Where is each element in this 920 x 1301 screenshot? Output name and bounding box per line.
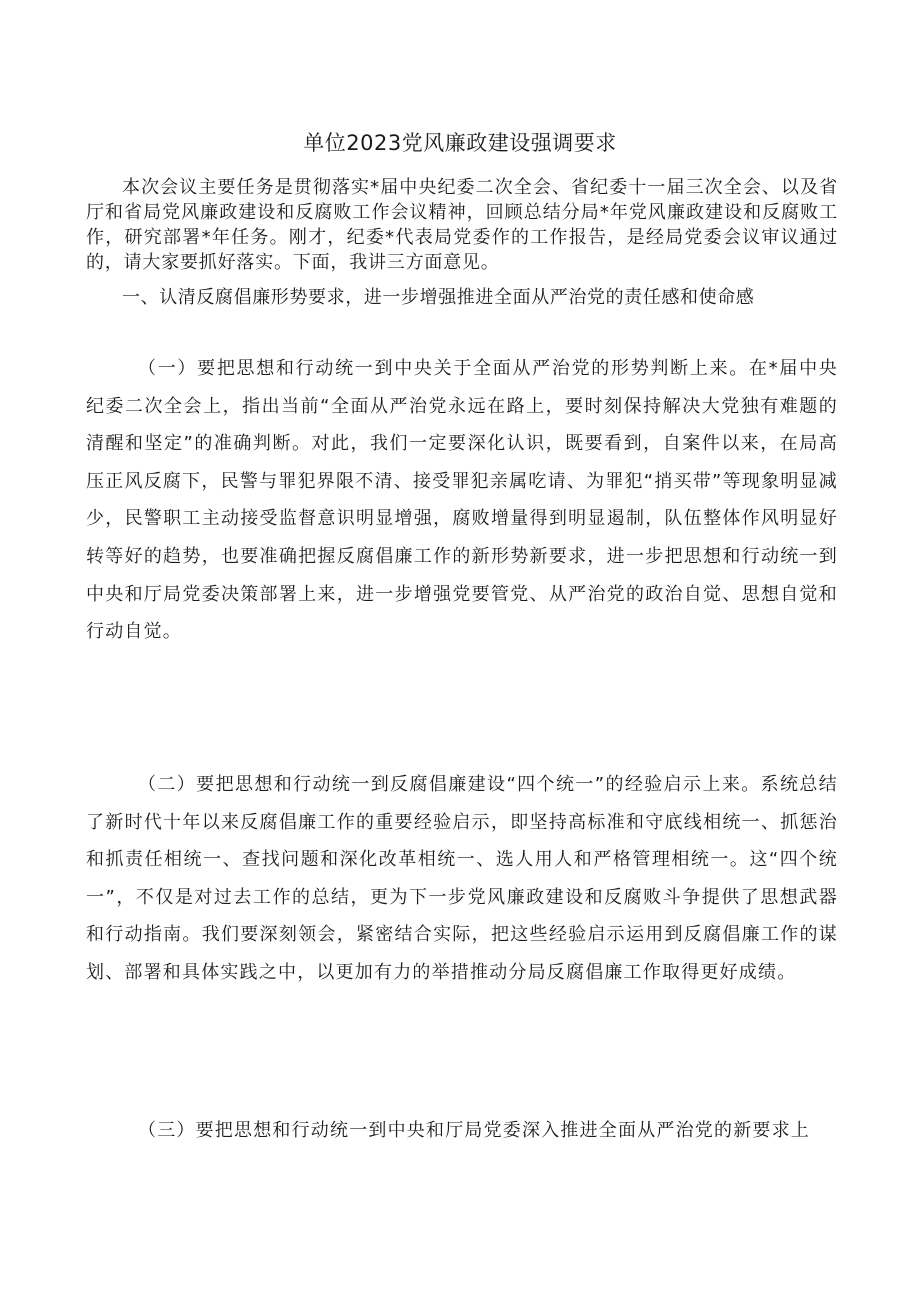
document-title: 单位2023党风廉政建设强调要求 <box>303 131 617 155</box>
body-paragraph-2: （二）要把思想和行动统一到反腐倡廉建设“四个统一”的经验启示上来。系统总结了新时代十年以来反腐倡廉工作的重要经验启示，即坚持高标准和守底线相统一、抓惩治和抓责任相统一、查找问题和深化改革相统一、选人用人和严格管理相统一。这“四个统一”，不仅是对过去工作的总结，更为下一步党风廉政建设和反腐败斗争提供了思想武器和行动指南。我们要深刻领会，紧密结合实际，把这些经验启示运用到反腐倡廉工作的谋划、部署和具体实践之中，以更加有力的举措推动分局反腐倡廉工作取得更好成绩。 <box>86 774 838 983</box>
intro-paragraph: 本次会议主要任务是贯彻落实*届中央纪委二次全会、省纪委十一届三次全会、以及省厅和省局党风廉政建设和反腐败工作会议精神，回顾总结分局*年党风廉政建设和反腐败工作，研究部署*年任务。刚才，纪委*代表局党委作的工作报告，是经局党委会议审议通过的，请大家要抓好落实。下面，我讲三方面意见。 <box>86 177 838 273</box>
section-heading-1: 一、认清反腐倡廉形势要求，进一步增强推进全面从严治党的责任感和使命感 <box>122 287 755 308</box>
body-paragraph-3: （三）要把思想和行动统一到中央和厅局党委深入推进全面从严治党的新要求上 <box>138 1120 810 1141</box>
body-paragraph-1: （一）要把思想和行动统一到中央关于全面从严治党的形势判断上来。在*届中央纪委二次全会上，指出当前“全面从严治党永远在路上，要时刻保持解决大党独有难题的清醒和坚定”的准确判断。对此，我们一定要深化认识，既要看到，自案件以来，在局高压正风反腐下，民警与罪犯界限不清、接受罪犯亲属吃请、为罪犯“捎买带”等现象明显减少，民警职工主动接受监督意识明显增强，腐败增量得到明显遏制，队伍整体作风明显好转等好的趋势，也要准确把握反腐倡廉工作的新形势新要求，进一步把思想和行动统一到中央和厅局党委决策部署上来，进一步增强党要管党、从严治党的政治自觉、思想自觉和行动自觉。 <box>86 358 838 643</box>
